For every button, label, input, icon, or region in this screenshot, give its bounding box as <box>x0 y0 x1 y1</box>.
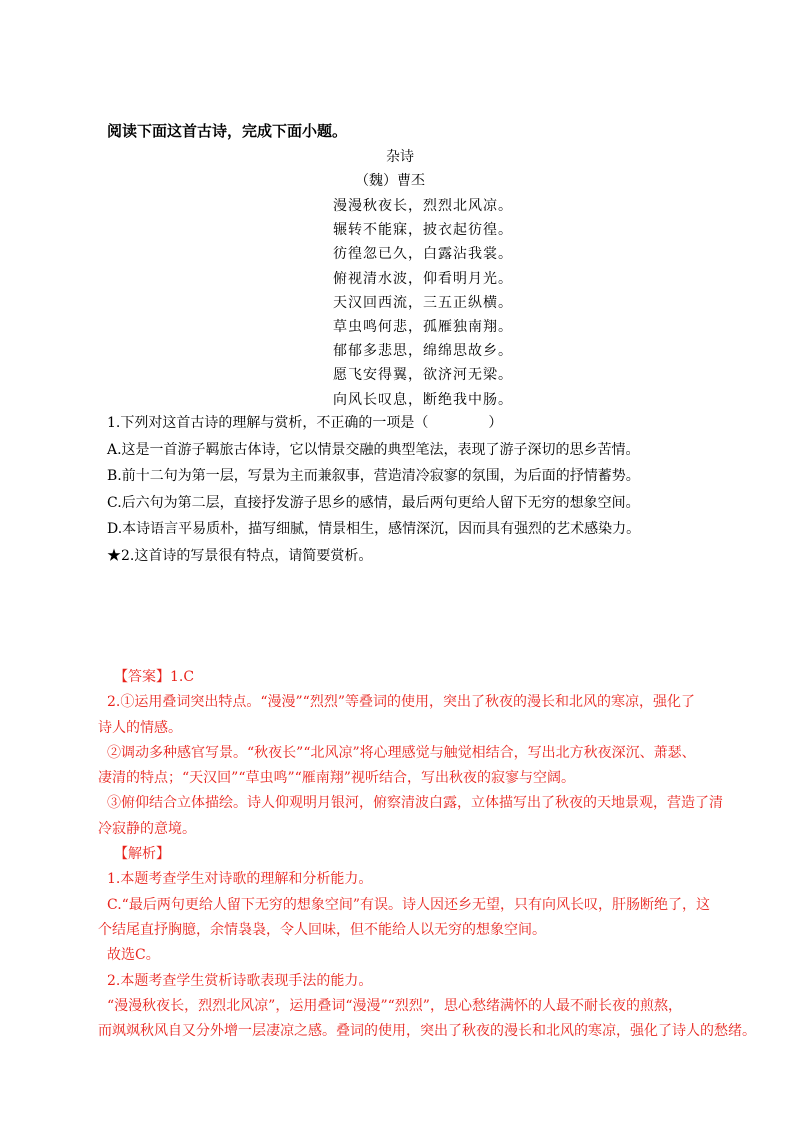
analysis-line: “漫漫秋夜长，烈烈北风凉”，运用叠词“漫漫”“烈烈”，思心愁绪满怀的人最不耐长夜的煎熬， <box>107 997 682 1014</box>
answer-line: 冷寂静的意境。 <box>98 820 196 837</box>
question-1-stem: 1.下列对这首古诗的理解与赏析，不正确的一项是（ <box>107 415 429 431</box>
analysis-line: 故选C。 <box>107 947 160 964</box>
option-b: B.前十二句为第一层，写景为主而兼叙事，营造清冷寂寥的氛围，为后面的抒情蓄势。 <box>107 468 640 484</box>
analysis-line: 1.本题考查学生对诗歌的理解和分析能力。 <box>107 871 373 888</box>
analysis-line: 2.本题考查学生赏析诗歌表现手法的能力。 <box>107 972 373 989</box>
poem-line: 愿飞安得翼，欲济河无梁。 <box>333 367 513 384</box>
questions <box>107 410 640 569</box>
poem-line: 辗转不能寐，披衣起彷徨。 <box>333 222 513 239</box>
answer-line: 凄清的特点；“天汉回”“草虫鸣”“雁南翔”视听结合，写出秋夜的寂寥与空阔。 <box>98 770 575 787</box>
option-a: A.这是一首游子羁旅古体诗，它以情景交融的典型笔法，表现了游子深切的思乡苦情。 <box>107 441 640 458</box>
poem-line: 天汉回西流，三五正纵横。 <box>333 294 513 311</box>
option-c: C.后六句为第二层，直接抒发游子思乡的感情，最后两句更给人留下无穷的想象空间。 <box>107 494 640 511</box>
poem-line: 彷徨忽已久，白露沾我裳。 <box>333 246 513 263</box>
poem-author: （魏）曹丕 <box>355 173 425 189</box>
question-1 <box>107 410 640 437</box>
answer-heading: 【答案】1.C <box>114 669 195 685</box>
question-2: ★2.这首诗的写景很有特点，请简要赏析。 <box>107 547 373 564</box>
analysis-line: 个结尾直抒胸臆，余情袅袅，令人回味，但不能给人以无穷的想象空间。 <box>98 921 546 938</box>
poem-line: 向风长叹息，断绝我中肠。 <box>333 391 513 408</box>
poem-line: 漫漫秋夜长，烈烈北风凉。 <box>333 198 513 214</box>
option-d: D.本诗语言平易质朴，描写细腻，情景相生，感情深沉，因而具有强烈的艺术感染力。 <box>107 521 641 537</box>
poem-line: 郁郁多悲思，绵绵思故乡。 <box>333 343 513 360</box>
answer-line: ②调动多种感官写景。“秋夜长”“北风凉”将心理感觉与触觉相结合，写出北方秋夜深沉、萧瑟、 <box>107 744 696 761</box>
poem-line: 俯视清水波，仰看明月光。 <box>333 270 513 287</box>
poem-body <box>333 194 513 412</box>
answer-line: ③俯仰结合立体描绘。诗人仰观明月银河，俯察清波白露，立体描写出了秋夜的天地景观，营造了清 <box>107 795 723 812</box>
analysis-line: 而飒飒秋风自又分外增一层凄凉之感。叠词的使用，突出了秋夜的漫长和北风的寒凉，强化了诗人的愁绪。 <box>98 1023 756 1040</box>
poem-title: 杂诗 <box>386 149 414 165</box>
analysis-line: C.“最后两句更给人留下无穷的想象空间”有误。诗人因还乡无望，只有向风长叹，肝肠断绝了，这 <box>107 896 710 913</box>
reading-instruction: 阅读下面这首古诗，完成下面小题。 <box>107 122 348 140</box>
answer-section <box>98 665 756 1044</box>
answer-line: 诗人的情感。 <box>98 719 182 736</box>
answer-line: 2.①运用叠词突出特点。“漫漫”“烈烈”等叠词的使用，突出了秋夜的漫长和北风的寒凉，强化了 <box>107 694 695 711</box>
poem-line: 草虫鸣何悲，孤雁独南翔。 <box>333 318 513 335</box>
question-1-close: ） <box>488 415 503 431</box>
analysis-heading: 【解析】 <box>114 846 170 863</box>
